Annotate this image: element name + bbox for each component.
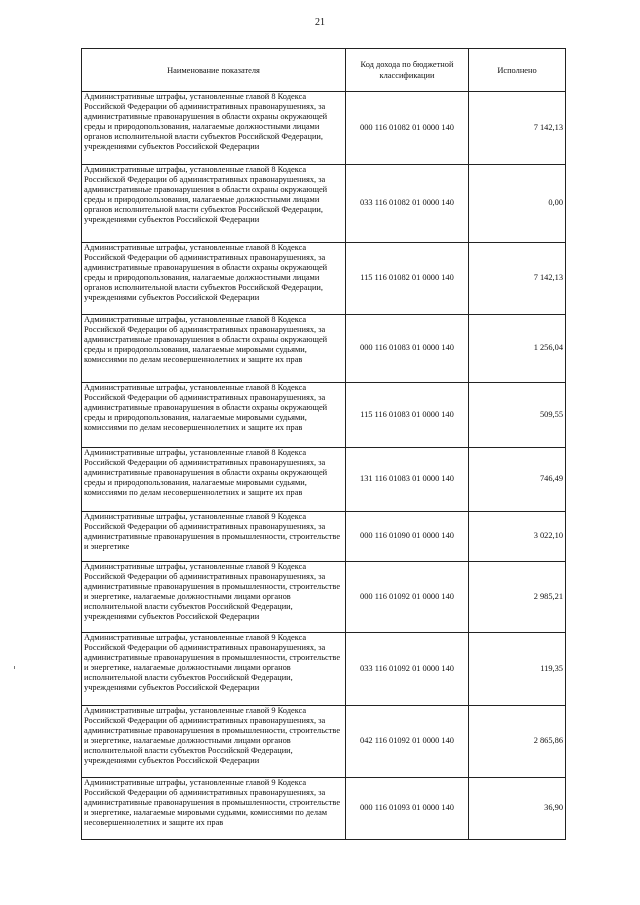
header-name: Наименование показателя	[82, 49, 346, 92]
table-row	[82, 243, 566, 315]
row-code: 000 116 01093 01 0000 140	[346, 778, 469, 840]
row-amount: 3 022,10	[469, 512, 566, 562]
row-name: Административные штрафы, установленные главой 9 Кодекса Российской Федерации об административных правонарушениях, за административные правонарушения в промышленности, строительстве и энергетике, налагаемые должностными лицами органов исполнительной власти субъектов Российской Федерации, учреждениями субъектов Российской Федерации	[82, 633, 346, 706]
row-code: 131 116 01083 01 0000 140	[346, 448, 469, 512]
row-code: 000 116 01092 01 0000 140	[346, 562, 469, 633]
row-name: Административные штрафы, установленные главой 8 Кодекса Российской Федерации об административных правонарушениях, за административные правонарушения в области охраны окружающей среды и природопользования, налагаемые мировыми судьями, комиссиями по делам несовершеннолетних и защите их прав	[82, 448, 346, 512]
row-amount: 746,49	[469, 448, 566, 512]
row-name: Административные штрафы, установленные главой 9 Кодекса Российской Федерации об административных правонарушениях, за административные правонарушения в промышленности, строительстве и энергетике	[82, 512, 346, 562]
row-code: 115 116 01082 01 0000 140	[346, 243, 469, 315]
row-code: 115 116 01083 01 0000 140	[346, 383, 469, 448]
table-row	[82, 92, 566, 165]
row-name: Административные штрафы, установленные главой 9 Кодекса Российской Федерации об административных правонарушениях, за административные правонарушения в промышленности, строительстве и энергетике, налагаемые должностными лицами органов исполнительной власти субъектов Российской Федерации, учреждениями субъектов Российской Федерации	[82, 706, 346, 778]
row-amount: 36,90	[469, 778, 566, 840]
row-name: Административные штрафы, установленные главой 9 Кодекса Российской Федерации об административных правонарушениях, за административные правонарушения в промышленности, строительстве и энергетике, налагаемые мировыми судьями, комиссиями по делам несовершеннолетних и защите их прав	[82, 778, 346, 840]
row-amount: 1 256,04	[469, 315, 566, 383]
table-row	[82, 706, 566, 778]
revenue-table	[81, 48, 566, 840]
page-number: 21	[315, 17, 325, 28]
row-code: 033 116 01092 01 0000 140	[346, 633, 469, 706]
row-code: 000 116 01090 01 0000 140	[346, 512, 469, 562]
row-name: Административные штрафы, установленные главой 8 Кодекса Российской Федерации об административных правонарушениях, за административные правонарушения в области охраны окружающей среды и природопользования, налагаемые мировыми судьями, комиссиями по делам несовершеннолетних и защите их прав	[82, 383, 346, 448]
table-row	[82, 512, 566, 562]
scan-margin-mark	[14, 666, 15, 669]
table-row	[82, 778, 566, 840]
table-row	[82, 165, 566, 243]
header-code: Код дохода по бюджетной классификации	[346, 49, 469, 92]
row-code: 000 116 01082 01 0000 140	[346, 92, 469, 165]
table-header-row	[82, 49, 566, 92]
table-row	[82, 562, 566, 633]
row-name: Административные штрафы, установленные главой 8 Кодекса Российской Федерации об административных правонарушениях, за административные правонарушения в области охраны окружающей среды и природопользования, налагаемые мировыми судьями, комиссиями по делам несовершеннолетних и защите их прав	[82, 315, 346, 383]
row-name: Административные штрафы, установленные главой 9 Кодекса Российской Федерации об административных правонарушениях, за административные правонарушения в промышленности, строительстве и энергетике, налагаемые должностными лицами органов исполнительной власти субъектов Российской Федерации, учреждениями субъектов Российской Федерации	[82, 562, 346, 633]
row-amount: 7 142,13	[469, 243, 566, 315]
row-amount: 509,55	[469, 383, 566, 448]
row-amount: 2 865,86	[469, 706, 566, 778]
table-row	[82, 383, 566, 448]
row-name: Административные штрафы, установленные главой 8 Кодекса Российской Федерации об административных правонарушениях, за административные правонарушения в области охраны окружающей среды и природопользования, налагаемые должностными лицами органов исполнительной власти субъектов Российской Федерации, учреждениями субъектов Российской Федерации	[82, 165, 346, 243]
row-name: Административные штрафы, установленные главой 8 Кодекса Российской Федерации об административных правонарушениях, за административные правонарушения в области охраны окружающей среды и природопользования, налагаемые должностными лицами органов исполнительной власти субъектов Российской Федерации, учреждениями субъектов Российской Федерации	[82, 243, 346, 315]
row-code: 033 116 01082 01 0000 140	[346, 165, 469, 243]
row-code: 000 116 01083 01 0000 140	[346, 315, 469, 383]
table-row	[82, 448, 566, 512]
row-amount: 119,35	[469, 633, 566, 706]
row-amount: 0,00	[469, 165, 566, 243]
row-code: 042 116 01092 01 0000 140	[346, 706, 469, 778]
table-row	[82, 633, 566, 706]
row-amount: 7 142,13	[469, 92, 566, 165]
header-amount: Исполнено	[469, 49, 566, 92]
table-row	[82, 315, 566, 383]
row-name: Административные штрафы, установленные главой 8 Кодекса Российской Федерации об административных правонарушениях, за административные правонарушения в области охраны окружающей среды и природопользования, налагаемые должностными лицами органов исполнительной власти субъектов Российской Федерации, учреждениями субъектов Российской Федерации	[82, 92, 346, 165]
row-amount: 2 985,21	[469, 562, 566, 633]
